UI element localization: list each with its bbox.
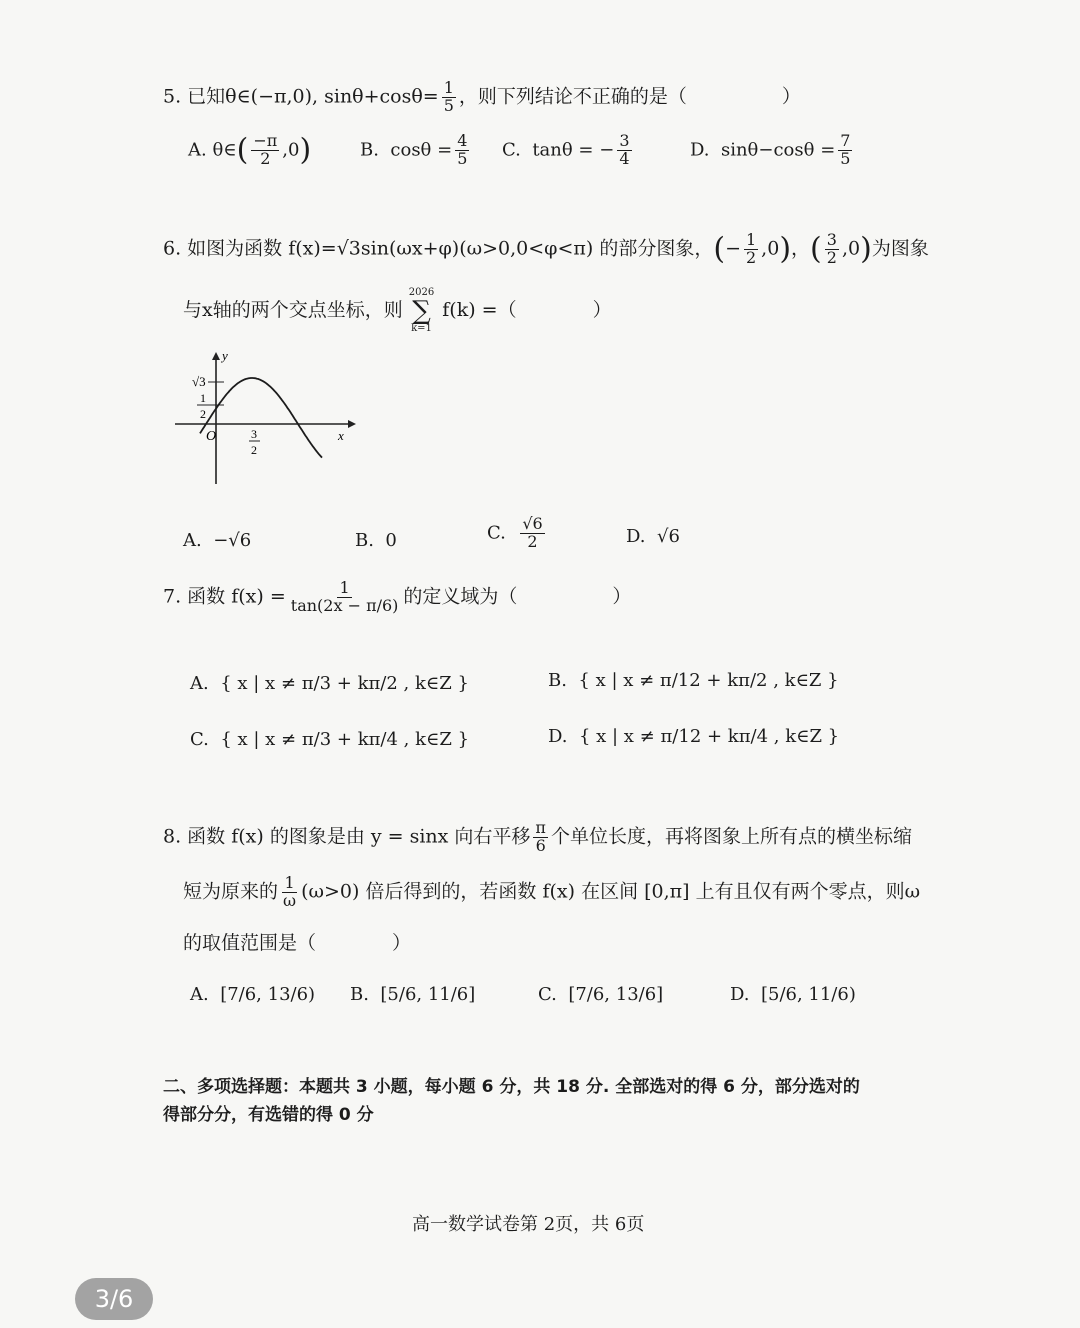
q6-option-c: C. $\frac{√6}{2}$: [487, 514, 543, 551]
q6-sine-graph: [170, 350, 360, 490]
q6-option-a: A. −√6: [183, 530, 252, 551]
q8-line1: 8. 函数 f(x) 的图象是由 y = sinx 向右平移 $\frac{\pi}{6}$ 个单位长度，再将图象上所有点的横坐标缩: [163, 818, 912, 855]
y-axis-arrow: [212, 352, 220, 360]
graph-32-num: 3: [251, 427, 257, 441]
q5-option-a: A. θ∈( $\frac{-\pi}{2}$ ,0): [188, 131, 312, 168]
graph-origin-label: O: [206, 429, 217, 444]
graph-half-num: 1: [200, 391, 206, 405]
q6-option-b: B. 0: [355, 530, 397, 551]
x-axis-arrow: [348, 420, 356, 428]
graph-sqrt3-label: √3: [192, 374, 206, 389]
page-footer: 高一数学试卷第 2页，共 6页: [412, 1214, 645, 1235]
graph-y-label: y: [222, 350, 228, 363]
q8-line2: 短为原来的 $\frac{1}{\omega}$ (ω>0) 倍后得到的，若函数 f(x) 在区间 [0,π] 上有且仅有两个零点，则ω: [183, 873, 921, 910]
q7-option-a: A. { x | x ≠ π/3 + kπ/2 , k∈Z }: [190, 673, 469, 694]
q8-option-b: B. [5/6, 11/6]: [350, 984, 476, 1005]
q6-line2: 与x轴的两个交点坐标，则 2026 ∑ k=1 f(k) =（ ）: [183, 287, 612, 334]
q8-line3: 的取值范围是（ ）: [183, 932, 412, 954]
sine-curve: [200, 378, 322, 458]
q5-option-d: D. sinθ−cosθ = $\frac{7}{5}$: [690, 131, 851, 168]
q7-option-b: B. { x | x ≠ π/12 + kπ/2 , k∈Z }: [548, 670, 839, 691]
section2-heading: 二、多项选择题：本题共 3 小题，每小题 6 分，共 18 分. 全部选对的得 6 分，部分选对的: [163, 1077, 860, 1097]
page-indicator[interactable]: 3/6: [75, 1278, 153, 1320]
section2-heading-line2: 得部分分，有选错的得 0 分: [163, 1105, 374, 1125]
graph-32-den: 2: [251, 443, 257, 457]
graph-x-label: x: [338, 428, 344, 443]
q5-option-c: C. tanθ = − $\frac{3}{4}$: [502, 131, 630, 168]
q8-option-d: D. [5/6, 11/6): [730, 984, 856, 1005]
sum-symbol: 2026 ∑ k=1: [408, 287, 435, 334]
q7-stem: 7. 函数 f(x) = $\frac{1}{\tan(2x - \pi/6)}$ 的定义域为（ ）: [163, 578, 632, 615]
q5-option-b: B. cosθ = $\frac{4}{5}$: [360, 131, 468, 168]
graph-half-den: 2: [200, 407, 206, 421]
q6-stem: 6. 如图为函数 f(x)=√3sin(ωx+φ)(ω>0,0<φ<π) 的部分图象，(− $\frac{1}{2}$ ,0)，( $\frac{3}{2}$ ,0)为图象: [163, 230, 929, 267]
q6-option-d: D. √6: [626, 526, 680, 547]
q5-stem: 5. 已知θ∈(−π,0), sinθ+cosθ= $\frac{1}{5}$ ，则下列结论不正确的是（ ）: [163, 78, 801, 115]
q7-option-c: C. { x | x ≠ π/3 + kπ/4 , k∈Z }: [190, 729, 470, 750]
q8-option-c: C. [7/6, 13/6]: [538, 984, 664, 1005]
q8-option-a: A. [7/6, 13/6): [190, 984, 316, 1005]
q7-option-d: D. { x | x ≠ π/12 + kπ/4 , k∈Z }: [548, 726, 840, 747]
